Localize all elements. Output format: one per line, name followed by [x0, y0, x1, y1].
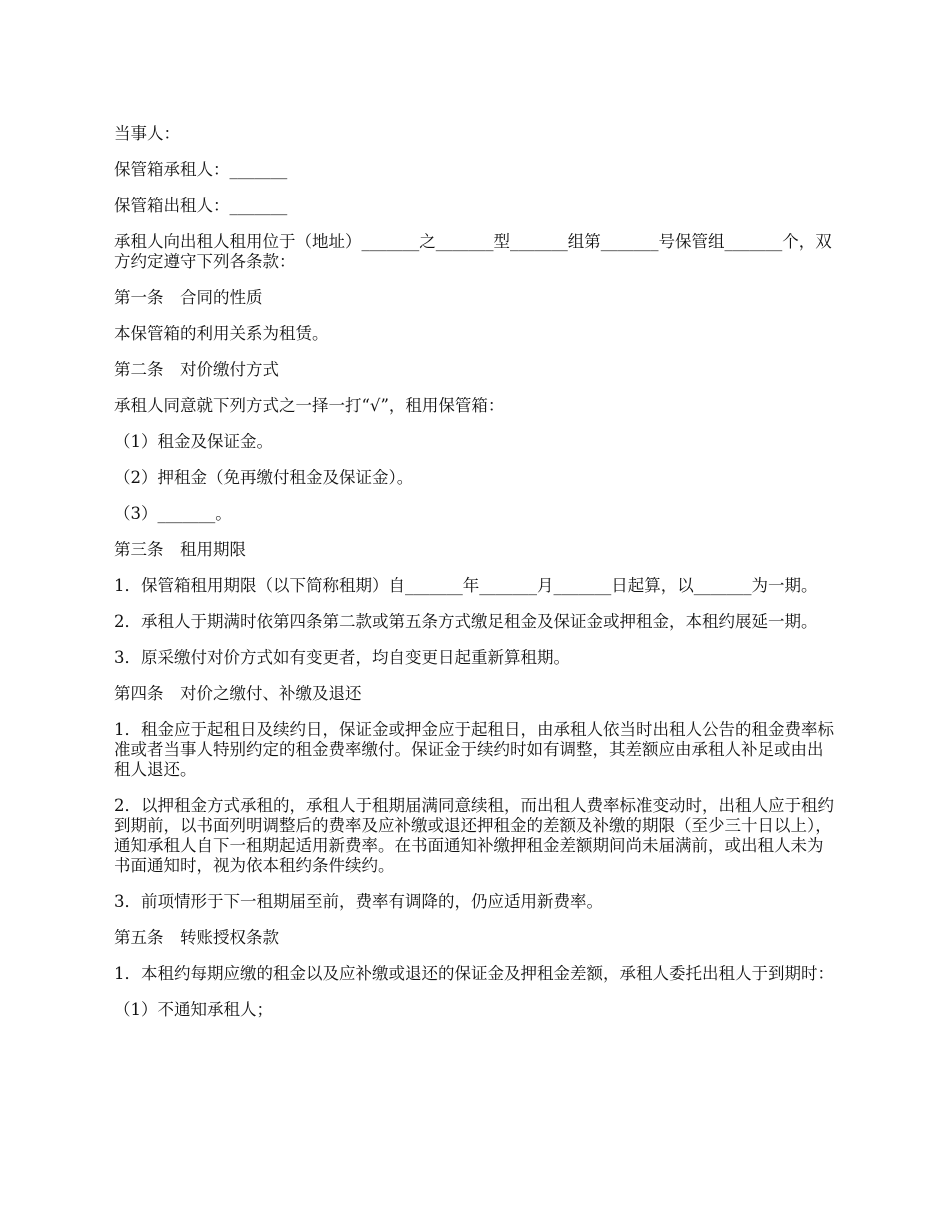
lessee-line: 保管箱承租人：_______: [114, 160, 288, 179]
article-1-heading: 第一条 合同的性质: [114, 288, 263, 307]
article-1-text: 本保管箱的利用关系为租赁。: [114, 324, 329, 343]
article-3-clause-1: 1．保管箱租用期限（以下简称租期）自_______年_______月_______日起算，以_______为一期。: [114, 576, 818, 595]
article-3-heading: 第三条 租用期限: [114, 540, 246, 559]
article-5-option-1: （1）不通知承租人；: [114, 1000, 273, 1019]
article-4-heading: 第四条 对价之缴付、补缴及退还: [114, 684, 362, 703]
article-4-clause-2: 2．以押租金方式承租的，承租人于租期届满同意续租，而出租人费率标准变动时，出租人应于租约到期前，以书面列明调整后的费率及应补缴或退还押租金的差额及补缴的期限（至少三十日以上），通知承租人自下一租期起适用新费率。在书面通知补缴押租金差额期间尚未届满前，或出租人未为书面通知时，视为依本租约条件续约。: [114, 796, 834, 875]
article-4-clause-1: 1．租金应于起租日及续约日，保证金或押金应于起租日，由承租人依当时出租人公告的租金费率标准或者当事人特别约定的租金费率缴付。保证金于续约时如有调整，其差额应由承租人补足或由出租人退还。: [114, 720, 834, 779]
article-5-heading: 第五条 转账授权条款: [114, 928, 279, 947]
article-3-clause-2: 2．承租人于期满时依第四条第二款或第五条方式缴足租金及保证金或押租金，本租约展延一期。: [114, 612, 818, 631]
article-2-option-2: （2）押租金（免再缴付租金及保证金）。: [114, 468, 414, 487]
contract-body: [114, 124, 838, 1036]
parties-heading: 当事人：: [114, 124, 180, 143]
article-4-clause-3: 3．前项情形于下一租期届至前，费率有调降的，仍应适用新费率。: [114, 892, 603, 911]
article-2-option-1: （1）租金及保证金。: [114, 432, 273, 451]
article-2-text: 承租人同意就下列方式之一择一打“√”，租用保管箱：: [114, 396, 505, 415]
lessor-line: 保管箱出租人：_______: [114, 196, 288, 215]
article-2-heading: 第二条 对价缴付方式: [114, 360, 279, 379]
article-3-clause-3: 3．原采缴付对价方式如有变更者，均自变更日起重新算租期。: [114, 648, 570, 667]
article-5-clause-1: 1．本租约每期应缴的租金以及应补缴或退还的保证金及押租金差额，承租人委托出租人于到期时：: [114, 964, 834, 983]
article-2-option-3: （3）_______。: [114, 504, 232, 523]
preamble-paragraph: 承租人向出租人租用位于（地址）_______之_______型_______组第_______号保管组_______个，双方约定遵守下列各条款：: [114, 232, 832, 271]
